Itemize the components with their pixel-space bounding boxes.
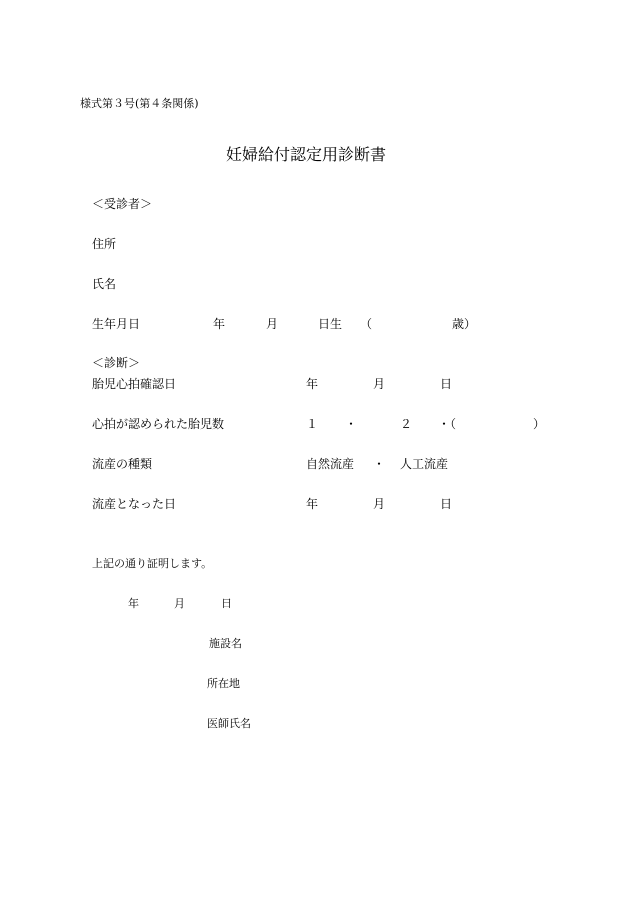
dob-day-label: 日生	[318, 317, 343, 331]
miscarriage-type-separator: ・	[373, 457, 386, 471]
patient-heading: ＜受診者＞	[92, 197, 153, 211]
miscarriage-year-label: 年	[306, 497, 319, 511]
document-title: 妊婦給付認定用診断書	[226, 145, 387, 164]
certification-year-label: 年	[128, 597, 139, 610]
heartbeat-day-label: 日	[440, 377, 453, 391]
facility-label: 施設名	[209, 637, 242, 650]
fetus-count-option-2: ２	[400, 417, 413, 431]
fetus-count-option-1: １	[306, 417, 319, 431]
form-number: 様式第３号(第４条関係)	[80, 97, 199, 110]
fetus-count-separator-1: ・	[345, 417, 358, 431]
certification-day-label: 日	[221, 597, 232, 610]
heartbeat-year-label: 年	[306, 377, 319, 391]
miscarriage-natural: 自然流産	[306, 457, 355, 471]
fetus-count-other-open: ・（	[438, 417, 457, 431]
miscarriage-artificial: 人工流産	[400, 457, 449, 471]
dob-month-label: 月	[266, 317, 279, 331]
location-label: 所在地	[207, 677, 240, 690]
fetus-count-other-close: ）	[533, 417, 546, 431]
address-label: 住所	[92, 237, 117, 251]
doctor-name-label: 医師氏名	[207, 717, 251, 730]
miscarriage-date-label: 流産となった日	[92, 497, 177, 511]
diagnosis-heading: ＜診断＞	[92, 356, 141, 370]
dob-year-label: 年	[213, 317, 226, 331]
miscarriage-day-label: 日	[440, 497, 453, 511]
certification-statement: 上記の通り証明します。	[92, 557, 213, 570]
heartbeat-month-label: 月	[373, 377, 386, 391]
age-paren-open: （	[360, 317, 373, 331]
fetus-count-label: 心拍が認められた胎児数	[92, 417, 225, 431]
dob-label: 生年月日	[92, 317, 141, 331]
miscarriage-month-label: 月	[373, 497, 386, 511]
miscarriage-type-label: 流産の種類	[92, 457, 153, 471]
name-label: 氏名	[92, 277, 117, 291]
heartbeat-date-label: 胎児心拍確認日	[92, 377, 177, 391]
age-label: 歳）	[452, 317, 477, 331]
certification-month-label: 月	[174, 597, 185, 610]
